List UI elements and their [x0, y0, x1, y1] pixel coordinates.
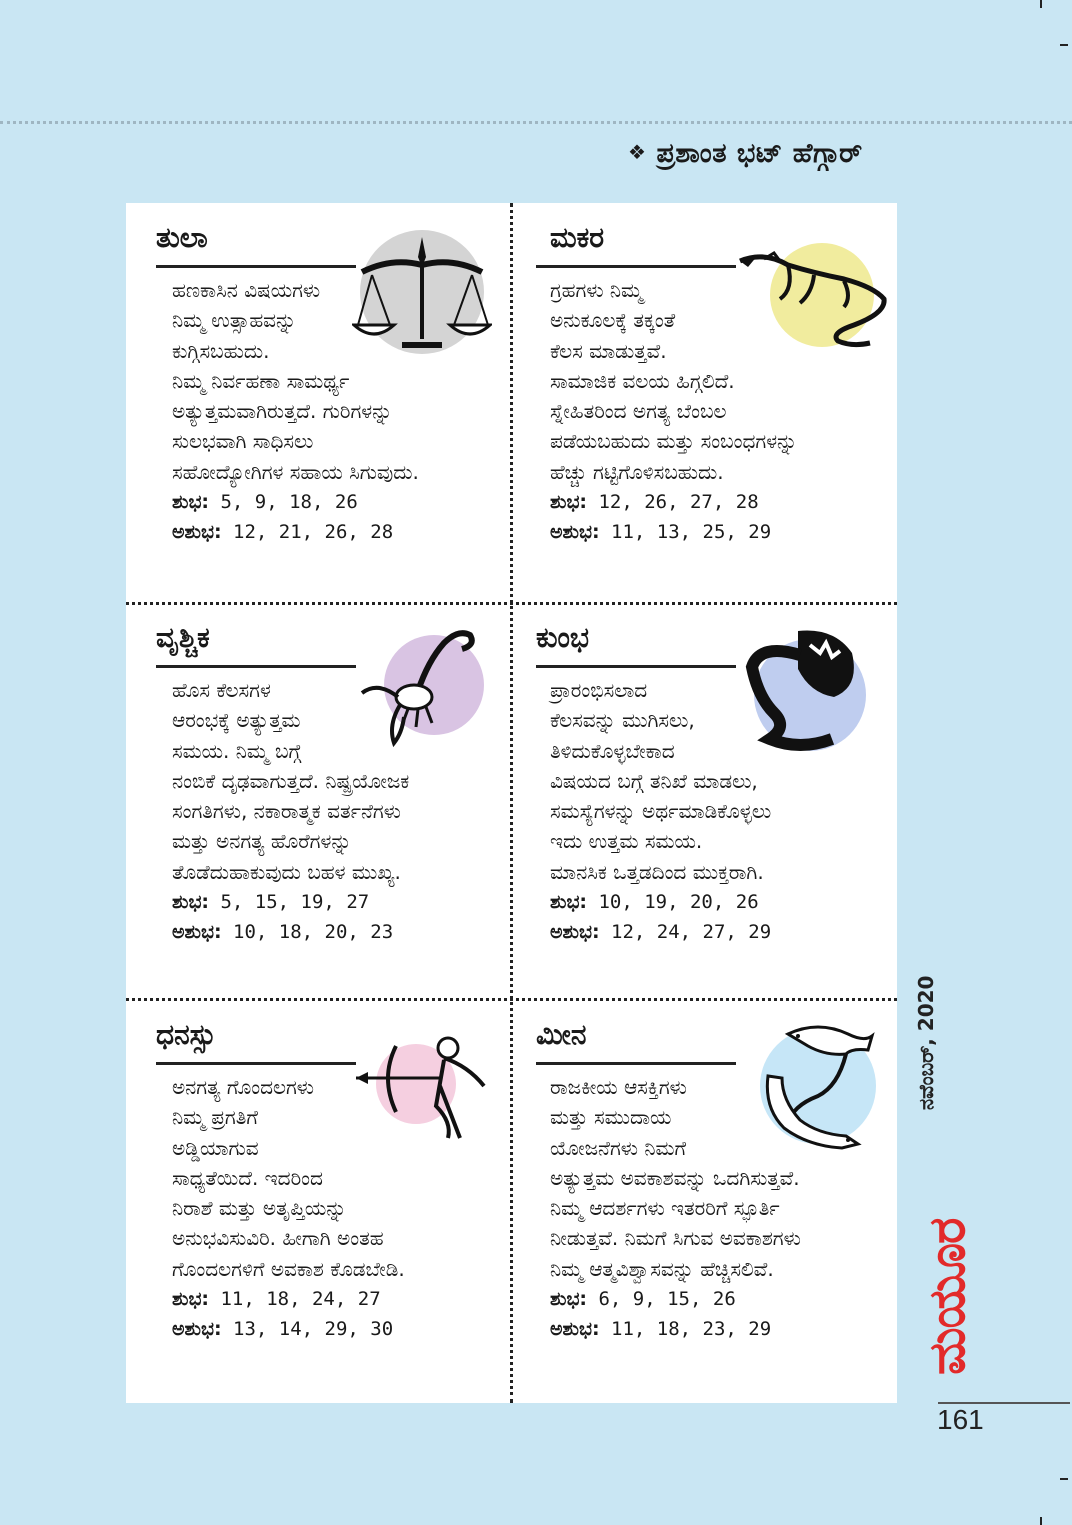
- forecast-line: ಮತ್ತು ಸಮುದಾಯ: [550, 1105, 672, 1130]
- forecast-line: ನೀಡುತ್ತವೆ. ನಿಮಗೆ ಸಿಗುವ ಅವಕಾಶಗಳು: [550, 1226, 801, 1251]
- forecast-line: ಗೊಂದಲಗಳಿಗೆ ಅವಕಾಶ ಕೊಡಬೇಡಿ.: [172, 1256, 405, 1281]
- forecast-line: ರಾಜಕೀಯ ಆಸಕ್ತಿಗಳು: [550, 1075, 687, 1099]
- title-underline: [536, 265, 736, 268]
- forecast-line: ವಿಷಯದ ಬಗ್ಗೆ ತನಿಖೆ ಮಾಡಲು,: [550, 768, 758, 793]
- sign-card-libra: [126, 203, 511, 602]
- forecast-text: [172, 1072, 405, 1345]
- title-underline: [156, 265, 356, 268]
- sign-name: ಮೀನ: [536, 1018, 587, 1051]
- forecast-line: ಮಾನಸಿಕ ಒತ್ತಡದಿಂದ ಮುಕ್ತರಾಗಿ.: [550, 859, 764, 884]
- crop-mark: [1060, 1478, 1068, 1480]
- author-name: ಪ್ರಶಾಂತ ಭಟ್ ಹೆಗ್ಗಾರ್: [656, 138, 863, 169]
- unlucky-dates: ಅಶುಭ: 12, 24, 27, 29: [550, 921, 772, 944]
- forecast-line: ಸಾಮಾಜಿಕ ವಲಯ ಹಿಗ್ಗಲಿದೆ.: [550, 368, 735, 393]
- sign-card-capricorn: [512, 203, 897, 602]
- title-underline: [156, 1062, 356, 1065]
- forecast-line: ತೊಡೆದುಹಾಕುವುದು ಬಹಳ ಮುಖ್ಯ.: [172, 859, 401, 884]
- horoscope-panel: [126, 203, 897, 1403]
- forecast-line: ಅಡ್ಡಿಯಾಗುವ: [172, 1135, 259, 1160]
- forecast-text: [550, 675, 771, 948]
- forecast-line: ಕುಗ್ಗಿಸಬಹುದು.: [172, 338, 270, 363]
- forecast-line: ತಿಳಿದುಕೊಳ್ಳಬೇಕಾದ: [550, 738, 675, 763]
- forecast-text: [550, 275, 797, 548]
- page-number: 161: [937, 1404, 984, 1435]
- forecast-line: ಸುಲಭವಾಗಿ ಸಾಧಿಸಲು: [172, 429, 314, 454]
- forecast-line: ಸಮಸ್ಯೆಗಳನ್ನು ಅರ್ಥಮಾಡಿಕೊಳ್ಳಲು: [550, 799, 772, 824]
- crop-mark: [1040, 0, 1042, 8]
- diamond-bullet-icon: ❖: [628, 140, 647, 164]
- forecast-text: [172, 675, 409, 948]
- crop-mark: [1040, 1517, 1042, 1525]
- sign-name: ವೃಶ್ಚಿಕ: [156, 621, 210, 654]
- forecast-line: ನಿಮ್ಮ ಉತ್ಸಾಹವನ್ನು: [172, 308, 297, 333]
- forecast-line: ಸಾಧ್ಯತೆಯಿದೆ. ಇದರಿಂದ: [172, 1165, 323, 1190]
- forecast-line: ಅತ್ಯುತ್ತಮ ಅವಕಾಶವನ್ನು ಒದಗಿಸುತ್ತವೆ.: [550, 1165, 800, 1190]
- forecast-line: ಸ್ನೇಹಿತರಿಂದ ಅಗತ್ಯ ಬೆಂಬಲ: [550, 399, 727, 424]
- forecast-line: ನಂಬಿಕೆ ದೃಢವಾಗುತ್ತದೆ. ನಿಷ್ಪ್ರಯೋಜಕ: [172, 768, 410, 793]
- forecast-line: ಸಂಗತಿಗಳು, ನಕಾರಾತ್ಮಕ ವರ್ತನೆಗಳು: [172, 799, 401, 824]
- sign-name: ಧನಸ್ಸು: [156, 1018, 217, 1051]
- forecast-line: ನಿರಾಶೆ ಮತ್ತು ಅತೃಪ್ತಿಯನ್ನು: [172, 1196, 347, 1221]
- unlucky-dates: ಅಶುಭ: 13, 14, 29, 30: [172, 1318, 394, 1341]
- forecast-line: ನಿಮ್ಮ ಆದರ್ಶಗಳು ಇತರರಿಗೆ ಸ್ಫೂರ್ತಿ: [550, 1196, 780, 1221]
- forecast-line: ನಿಮ್ಮ ನಿರ್ವಹಣಾ ಸಾಮರ್ಥ್ಯ: [172, 368, 350, 393]
- forecast-line: ಪ್ರಾರಂಭಿಸಲಾದ: [550, 678, 648, 702]
- forecast-line: ಯೋಜನೆಗಳು ನಿಮಗೆ: [550, 1135, 687, 1160]
- forecast-line: ಅನಗತ್ಯ ಗೊಂದಲಗಳು: [172, 1075, 314, 1099]
- forecast-line: ಅತ್ಯುತ್ತಮವಾಗಿರುತ್ತದೆ. ಗುರಿಗಳನ್ನು: [172, 399, 393, 424]
- title-underline: [536, 1062, 736, 1065]
- author-byline: [628, 138, 863, 170]
- unlucky-dates: ಅಶುಭ: 12, 21, 26, 28: [172, 521, 394, 544]
- lucky-dates: ಶುಭ: 10, 19, 20, 26: [550, 891, 759, 914]
- magazine-logo: ಮಯೂರ: [918, 1218, 976, 1375]
- lucky-dates: ಶುಭ: 11, 18, 24, 27: [172, 1288, 381, 1311]
- forecast-text: [172, 275, 419, 548]
- forecast-line: ಮತ್ತು ಅನಗತ್ಯ ಹೊರೆಗಳನ್ನು: [172, 829, 352, 854]
- lucky-dates: ಶುಭ: 12, 26, 27, 28: [550, 491, 759, 514]
- lucky-dates: ಶುಭ: 5, 9, 18, 26: [172, 491, 358, 514]
- top-dotted-divider: [0, 121, 1072, 124]
- title-underline: [536, 665, 736, 668]
- title-underline: [156, 665, 356, 668]
- sign-card-scorpio: [126, 603, 511, 1002]
- sign-name: ಕುಂಭ: [536, 621, 590, 654]
- forecast-line: ಆರಂಭಕ್ಕೆ ಅತ್ಯುತ್ತಮ: [172, 708, 301, 733]
- unlucky-dates: ಅಶುಭ: 10, 18, 20, 23: [172, 921, 394, 944]
- lucky-dates: ಶುಭ: 5, 15, 19, 27: [172, 891, 370, 914]
- forecast-line: ಕೆಲಸ ಮಾಡುತ್ತವೆ.: [550, 338, 667, 363]
- forecast-line: ಅನುಕೂಲಕ್ಕೆ ತಕ್ಕಂತೆ: [550, 308, 676, 333]
- sign-name: ಮಕರ: [550, 221, 605, 254]
- forecast-line: ನಿಮ್ಮ ಪ್ರಗತಿಗೆ: [172, 1105, 258, 1130]
- sign-card-aquarius: [512, 603, 897, 1002]
- forecast-line: ಹೆಚ್ಚು ಗಟ್ಟಿಗೊಳಿಸಬಹುದು.: [550, 459, 724, 484]
- forecast-line: ನಿಮ್ಮ ಆತ್ಮವಿಶ್ವಾಸವನ್ನು ಹೆಚ್ಚಿಸಲಿವೆ.: [550, 1256, 774, 1281]
- forecast-line: ಹಣಕಾಸಿನ ವಿಷಯಗಳು: [172, 278, 321, 302]
- forecast-line: ಪಡೆಯಬಹುದು ಮತ್ತು ಸಂಬಂಧಗಳನ್ನು: [550, 429, 798, 454]
- forecast-line: ಇದು ಉತ್ತಮ ಸಮಯ.: [550, 829, 703, 854]
- crop-mark: [1060, 44, 1068, 46]
- issue-date: ನವೆಂಬರ್, 2020: [914, 975, 938, 1110]
- forecast-line: ಸಮಯ. ನಿಮ್ಮ ಬಗ್ಗೆ: [172, 738, 302, 763]
- lucky-dates: ಶುಭ: 6, 9, 15, 26: [550, 1288, 736, 1311]
- forecast-line: ಸಹೋದ್ಯೋಗಿಗಳ ಸಹಾಯ ಸಿಗುವುದು.: [172, 459, 419, 484]
- unlucky-dates: ಅಶುಭ: 11, 13, 25, 29: [550, 521, 772, 544]
- sign-name: ತುಲಾ: [156, 221, 208, 254]
- forecast-text: [550, 1072, 801, 1345]
- sign-card-sagittarius: [126, 1000, 511, 1399]
- unlucky-dates: ಅಶುಭ: 11, 18, 23, 29: [550, 1318, 772, 1341]
- sign-card-pisces: [512, 1000, 897, 1399]
- forecast-line: ಕೆಲಸವನ್ನು ಮುಗಿಸಲು,: [550, 708, 695, 733]
- forecast-line: ಹೊಸ ಕೆಲಸಗಳ: [172, 678, 271, 702]
- forecast-line: ಅನುಭವಿಸುವಿರಿ. ಹೀಗಾಗಿ ಅಂತಹ: [172, 1226, 384, 1251]
- forecast-line: ಗ್ರಹಗಳು ನಿಮ್ಮ: [550, 278, 643, 302]
